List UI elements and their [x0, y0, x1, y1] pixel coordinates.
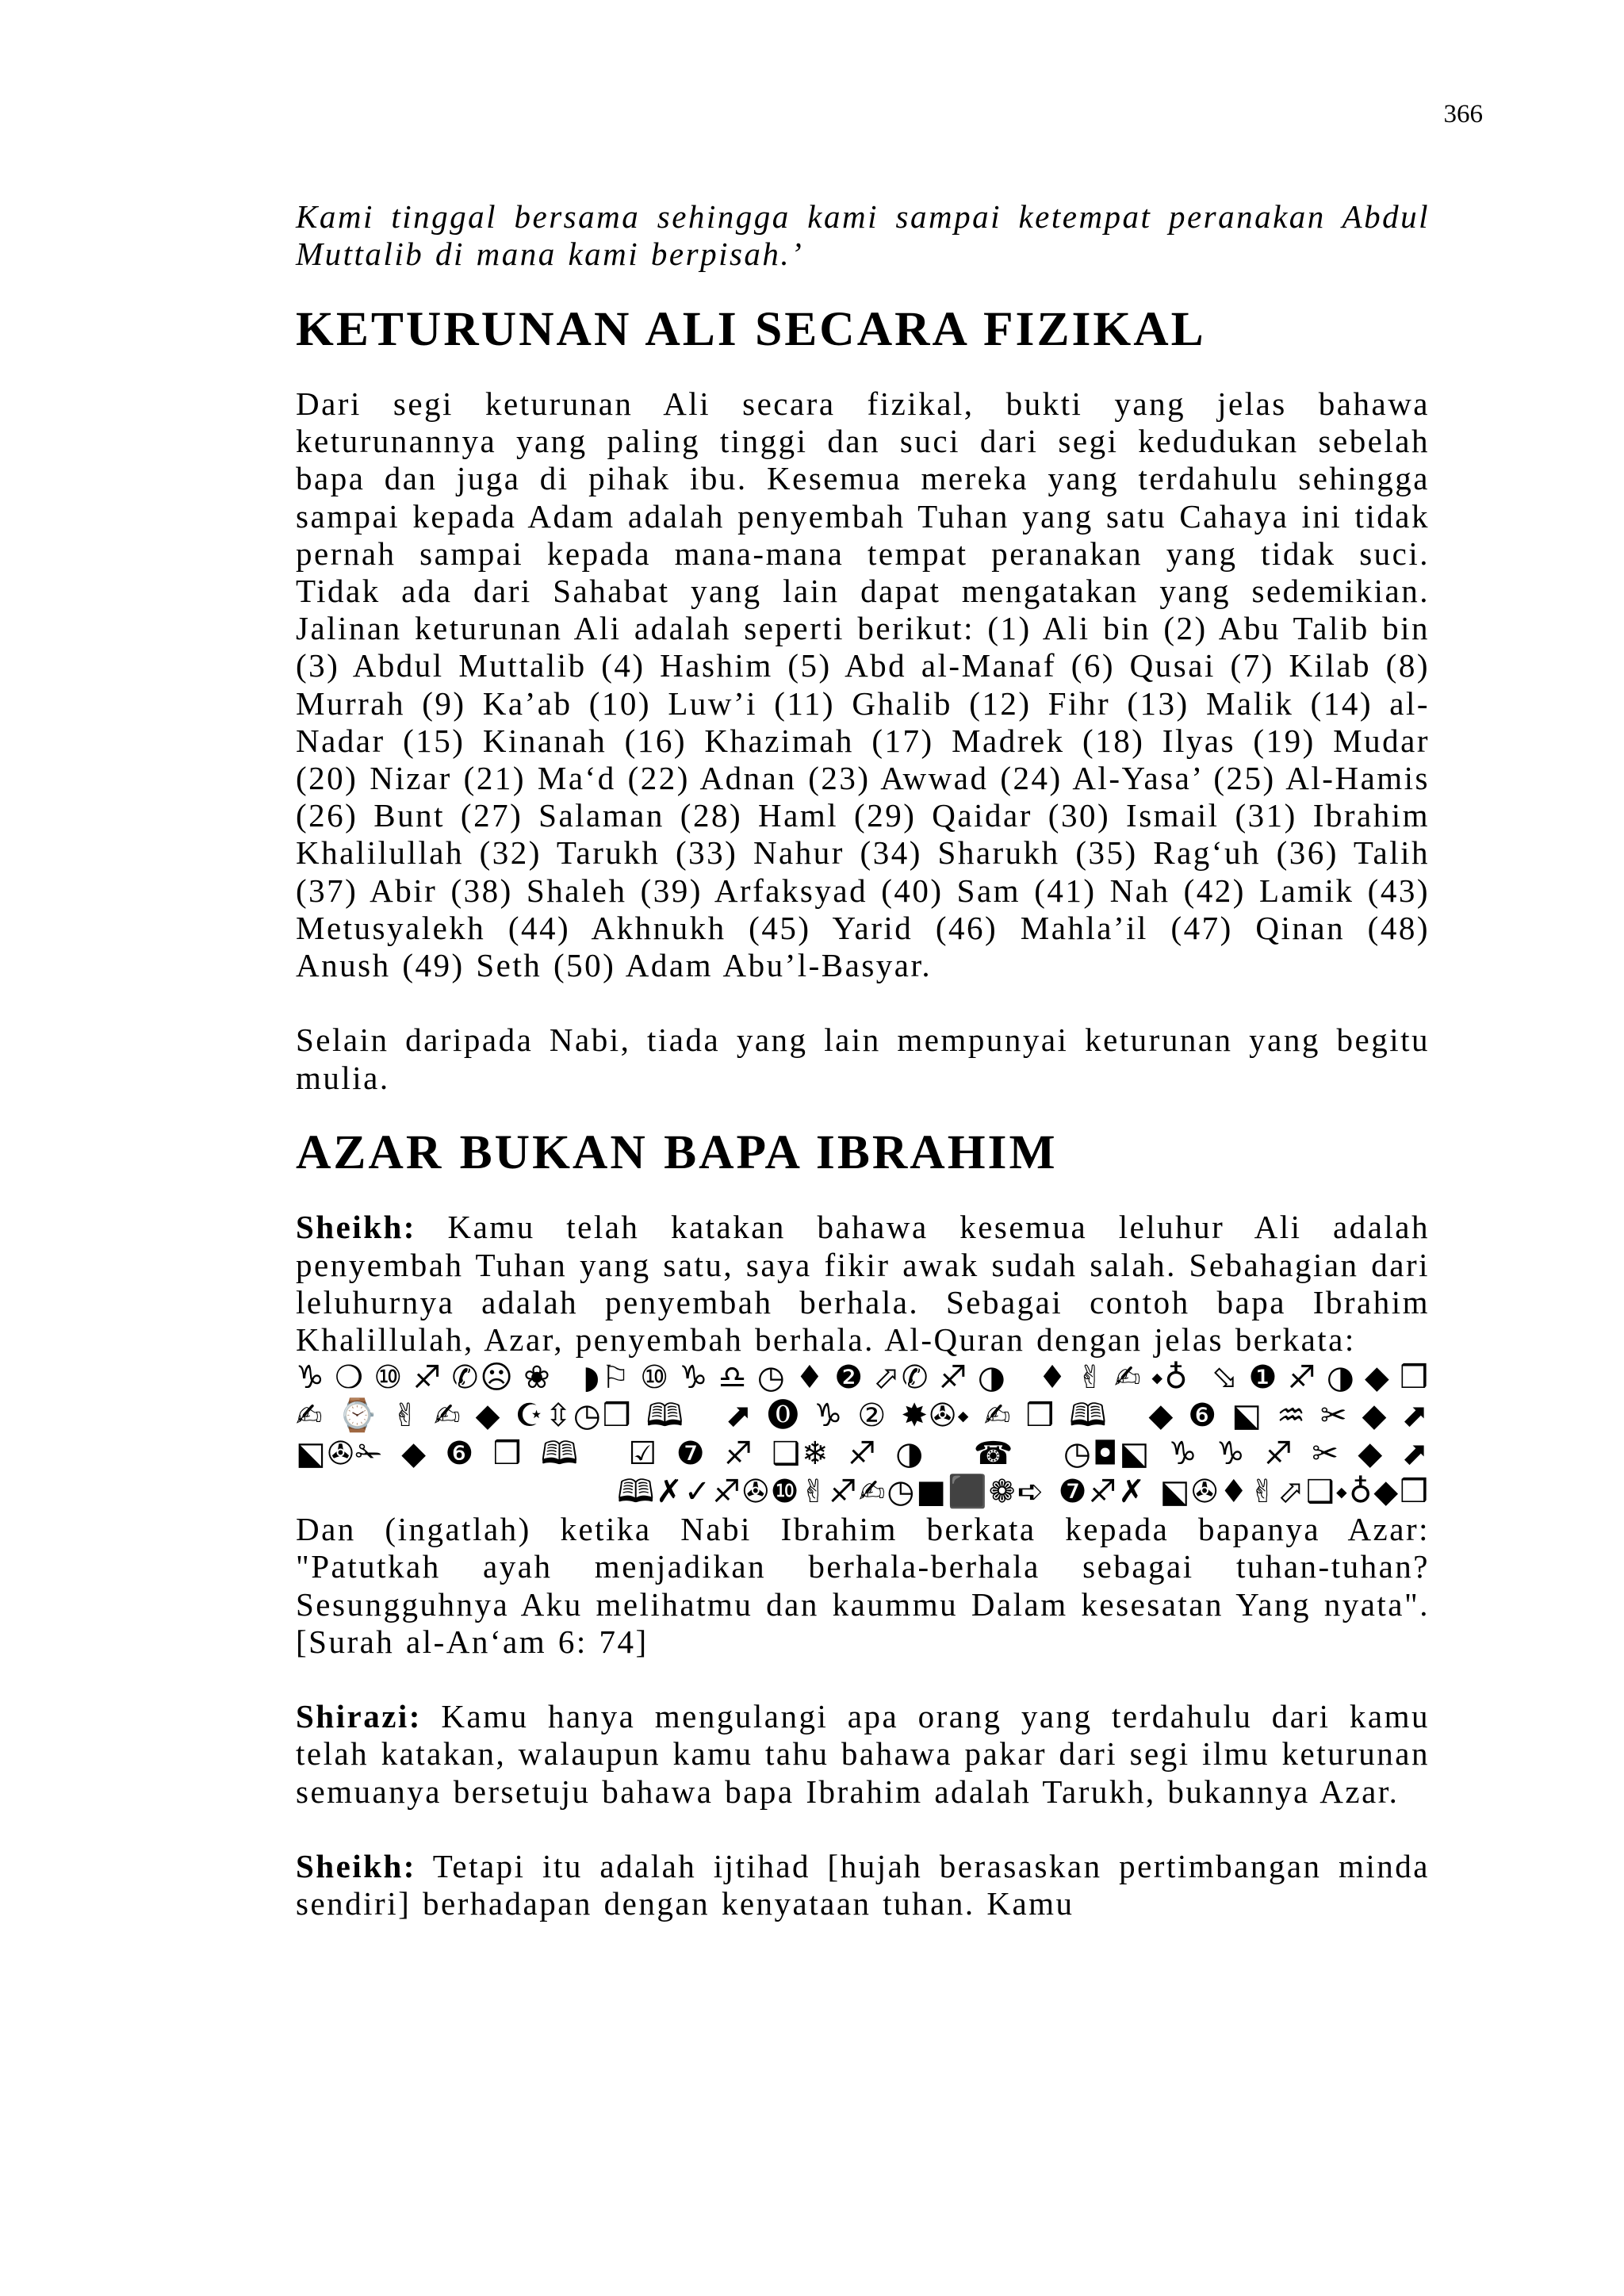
quran-glyph-line: ✍⌚✌✍◆☪⇳◷❒🕮 ⬈⓿♑②✸✇⬩✍❒🕮 ◆❻⬕♒✂◆⬈ [296, 1397, 1430, 1435]
dialogue-sheikh-1 [296, 1209, 1430, 1359]
quran-glyph-line: ♑❍⑩♐✆☹❀ ◗⚐⑩♑♎◷♦❷⬀✆♐◑ ♦✌✍⬩♁ ⬂❶♐◑◆❒ [296, 1359, 1430, 1397]
lineage-paragraph: Dari segi keturunan Ali secara fizikal, bukti yang jelas bahawa keturunannya yang paling tinggi dan suci dari segi kedudukan sebelah bapa dan juga di pihak ibu. Kesemua mereka yang terdahulu sehingga sampai kepada Adam adalah penyembah Tuhan yang satu Cahaya ini tidak pernah sampai kepada mana-mana tempat peranakan yang tidak suci. Tidak ada dari Sahabat yang lain dapat mengatakan yang sedemikian. Jalinan keturunan Ali adalah seperti berikut: (1) Ali bin (2) Abu Talib bin (3) Abdul Muttalib (4) Hashim (5) Abd al-Manaf (6) Qusai (7) Kilab (8) Murrah (9) Ka’ab (10) Luw’i (11) Ghalib (12) Fihr (13) Malik (14) al-Nadar (15) Kinanah (16) Khazimah (17) Madrek (18) Ilyas (19) Mudar (20) Nizar (21) Ma‘d (22) Adnan (23) Awwad (24) Al-Yasa’ (25) Al-Hamis (26) Bunt (27) Salaman (28) Haml (29) Qaidar (30) Ismail (31) Ibrahim Khalilullah (32) Tarukh (33) Nahur (34) Sharukh (35) Rag‘uh (36) Talih (37) Abir (38) Shaleh (39) Arfaksyad (40) Sam (41) Nah (42) Lamik (43) Metusyalekh (44) Akhnukh (45) Yarid (46) Mahla’il (47) Qinan (48) Anush (49) Seth (50) Adam Abu’l-Basyar. [296, 385, 1430, 984]
speaker-label: Sheikh: [296, 1209, 416, 1246]
dialogue-text: Kamu telah katakan bahawa kesemua leluhur Ali adalah penyembah Tuhan yang satu, saya fikir awak sudah salah. Sebahagian dari leluhurnya adalah penyembah berhala. Sebagai contoh bapa Ibrahim Khalillulah, Azar, penyembah berhala. Al-Quran dengan jelas berkata: [296, 1209, 1431, 1359]
speaker-label: Shirazi: [296, 1698, 422, 1735]
quran-glyph-line: ⬕✇✁◆❻❒🕮 ☑❼♐❑❄♐◑ ☎ ◷◘⬕♑♑♐✂◆⬈ [296, 1435, 1430, 1473]
page-number: 366 [1443, 100, 1483, 128]
verse-translation: Dan (ingatlah) ketika Nabi Ibrahim berkata kepada bapanya Azar: "Patutkah ayah menjadikan berhala-berhala sebagai tuhan-tuhan? Sesungguhnya Aku melihatmu dan kaummu Dalam kesesatan Yang nyata". [Surah al-An‘am 6: 74] [296, 1511, 1430, 1660]
section-heading-azar: AZAR BUKAN BAPA IBRAHIM [296, 1125, 1058, 1180]
dialogue-text: Kamu hanya mengulangi apa orang yang terdahulu dari kamu telah katakan, walaupun kamu tahu bahawa pakar dari segi ilmu keturunan semuanya bersetuju bahawa bapa Ibrahim adalah Tarukh, bukannya Azar. [296, 1698, 1430, 1810]
lineage-conclusion-paragraph: Selain daripada Nabi, tiada yang lain mempunyai keturunan yang begitu mulia. [296, 1022, 1430, 1096]
intro-quote: Kami tinggal bersama sehingga kami sampai ketempat peranakan Abdul Muttalib di mana kami berpisah.’ [296, 198, 1430, 273]
speaker-label: Sheikh: [296, 1848, 416, 1885]
body-text [296, 198, 1430, 1922]
dialogue-shirazi [296, 1698, 1430, 1811]
dialogue-sheikh-2 [296, 1848, 1430, 1922]
dialogue-text: Tetapi itu adalah ijtihad [hujah berasaskan pertimbangan minda sendiri] berhadapan dengan kenyataan tuhan. Kamu [296, 1848, 1430, 1922]
section-heading-lineage: KETURUNAN ALI SECARA FIZIKAL [296, 301, 1206, 356]
quran-verse-glyphs [296, 1359, 1430, 1511]
quran-glyph-line: 🕮✗✓♐✇❿✌♐✍◷■⬛❁➪ ❼♐✗ ⬕✇♦✌⬀❑⬩♁◆❒ [617, 1474, 1430, 1511]
